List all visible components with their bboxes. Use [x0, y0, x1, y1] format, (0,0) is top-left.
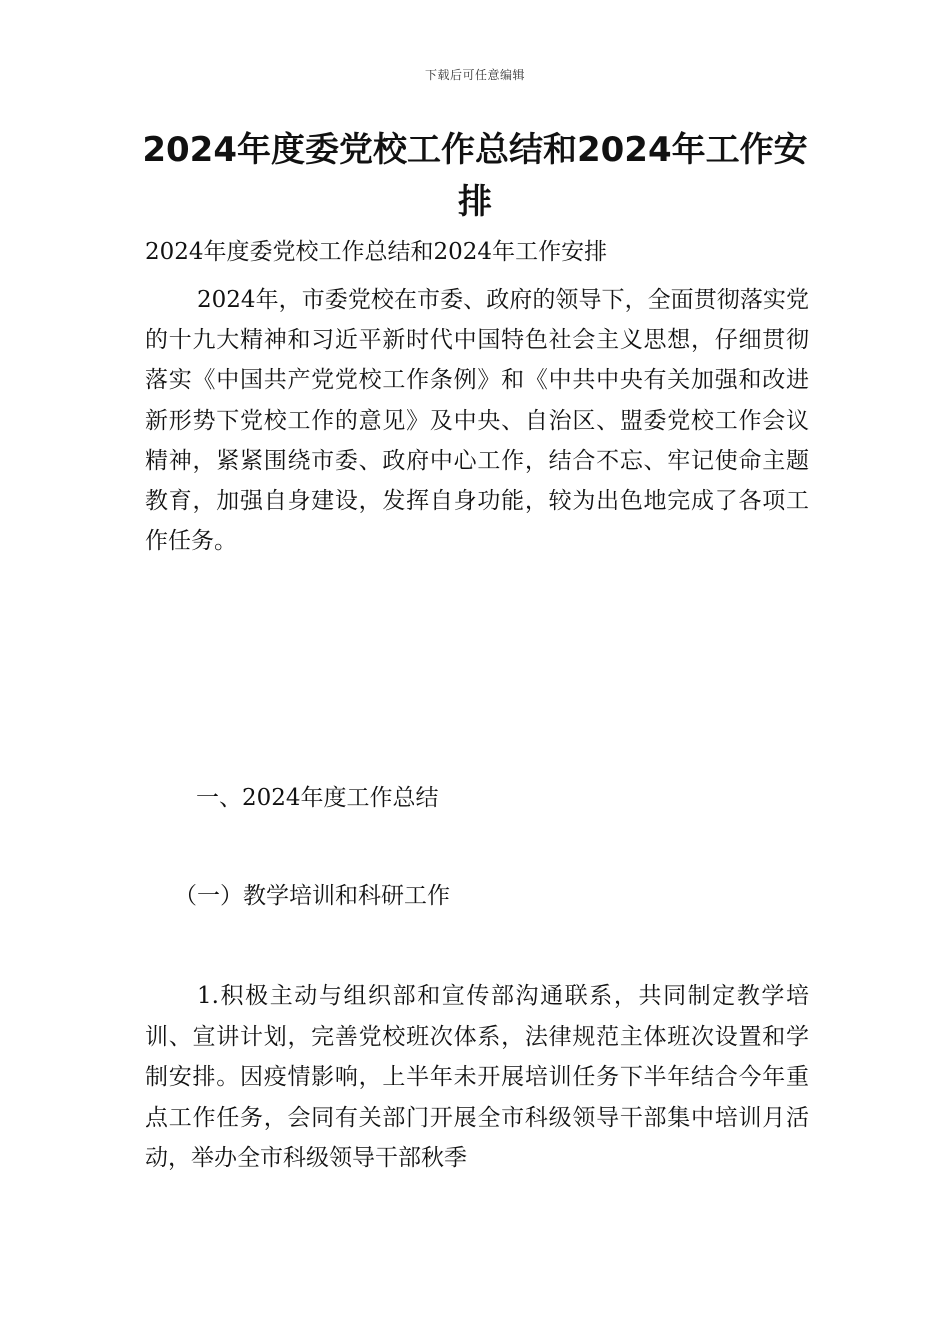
header-note: 下载后可任意编辑	[424, 68, 525, 82]
document-subtitle: 2024年度委党校工作总结和2024年工作安排	[145, 239, 608, 265]
paragraph-1: 1.积极主动与组织部和宣传部沟通联系，共同制定教学培训、宣讲计划，完善党校班次体系，法律规范主体班次设置和学制安排。因疫情影响，上半年未开展培训任务下半年结合今年重点工作任务，会同有关部门开展全市科级领导干部集中培训月活动，举办全市科级领导干部秋季	[145, 983, 809, 1171]
section-heading: 一、2024年度工作总结	[196, 785, 439, 811]
intro-paragraph: 2024年，市委党校在市委、政府的领导下，全面贯彻落实党的十九大精神和习近平新时代中国特色社会主义思想，仔细贯彻落实《中国共产党党校工作条例》和《中共中央有关加强和改进新形势下党校工作的意见》及中央、自治区、盟委党校工作会议精神，紧紧围绕市委、政府中心工作，结合不忘、牢记使命主题教育，加强自身建设，发挥自身功能，较为出色地完成了各项工作任务。	[145, 287, 809, 555]
document-title: 2024年度委党校工作总结和2024年工作安排	[142, 130, 808, 222]
subsection-heading: （一）教学培训和科研工作	[174, 883, 450, 909]
